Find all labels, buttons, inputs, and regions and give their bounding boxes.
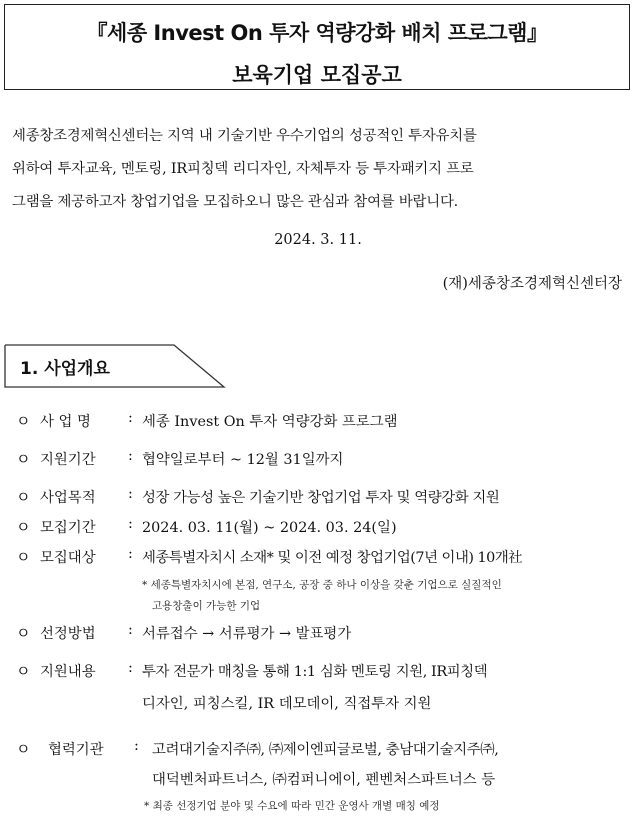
colon: :	[128, 410, 133, 426]
colon: :	[134, 738, 139, 754]
footnote: * 세종특별자치시에 본점, 연구소, 공장 중 하나 이상을 갖춘 기업으로 실질적인	[142, 579, 502, 591]
bullet-icon: ㅇ	[16, 662, 31, 680]
item-value: 서류접수 → 서류평가 → 발표평가	[142, 626, 352, 642]
item-label: 선정방법	[40, 626, 96, 642]
item-label: 지원내용	[40, 664, 96, 680]
title-box	[4, 4, 630, 90]
page-subtitle: 보육기업 모집공고	[232, 63, 402, 87]
item-label: 지원기간	[40, 452, 96, 468]
item-value: 대덕벤처파트너스, ㈜컴퍼니에이, 펜벤처스파트너스 등	[152, 772, 496, 788]
colon: :	[128, 448, 133, 464]
item-value: 성장 가능성 높은 기술기반 창업기업 투자 및 역량강화 지원	[142, 490, 500, 506]
intro-paragraph	[12, 120, 624, 219]
organization-signature: (재)세종창조경제혁신센터장	[442, 276, 622, 292]
bullet-icon: ㅇ	[16, 488, 31, 506]
bullet-icon: ㅇ	[16, 412, 31, 430]
item-value: 협약일로부터 ~ 12월 31일까지	[142, 452, 344, 468]
item-label: 모집기간	[40, 520, 96, 536]
footnote: * 최종 선정기업 분야 및 수요에 따라 민간 운영사 개별 매칭 예정	[144, 800, 440, 812]
colon: :	[128, 486, 133, 502]
intro-line: 그램을 제공하고자 창업기업을 모집하오니 많은 관심과 참여를 바랍니다.	[12, 194, 459, 210]
item-value: 2024. 03. 11(월) ~ 2024. 03. 24(일)	[142, 520, 397, 536]
footnote: 고용창출이 가능한 기업	[152, 600, 261, 612]
item-label: 모집대상	[40, 550, 96, 566]
item-label: 사업목적	[40, 490, 96, 506]
item-value: 세종특별자치시 소재* 및 이전 예정 창업기업(7년 이내) 10개社	[142, 550, 523, 566]
item-value: 투자 전문가 매칭을 통해 1:1 심화 멘토링 지원, IR피칭덱	[142, 664, 488, 680]
section-title: 1. 사업개요	[20, 359, 110, 379]
page-title: 『세종 Invest On 투자 역량강화 배치 프로그램』	[86, 21, 548, 45]
intro-line: 위하여 투자교육, 멘토링, IR피칭덱 리디자인, 자체투자 등 투자패키지 프로	[12, 161, 474, 177]
item-label: 사 업 명	[40, 414, 91, 430]
bullet-icon: ㅇ	[16, 740, 31, 758]
bullet-icon: ㅇ	[16, 624, 31, 642]
bullet-icon: ㅇ	[16, 450, 31, 468]
item-value: 고려대기술지주㈜, ㈜제이엔피글로벌, 충남대기술지주㈜,	[152, 742, 499, 758]
bullet-icon: ㅇ	[16, 548, 31, 566]
item-value: 디자인, 피칭스킬, IR 데모데이, 직접투자 지원	[142, 696, 432, 712]
item-label: 협력기관	[48, 742, 104, 758]
colon: :	[128, 516, 133, 532]
colon: :	[128, 660, 133, 676]
bullet-icon: ㅇ	[16, 518, 31, 536]
section-heading	[4, 344, 224, 386]
colon: :	[128, 546, 133, 562]
item-value: 세종 Invest On 투자 역량강화 프로그램	[142, 414, 398, 430]
announcement-date: 2024. 3. 11.	[274, 232, 362, 248]
intro-line: 세종창조경제혁신센터는 지역 내 기술기반 우수기업의 성공적인 투자유치를	[12, 128, 477, 144]
colon: :	[128, 622, 133, 638]
